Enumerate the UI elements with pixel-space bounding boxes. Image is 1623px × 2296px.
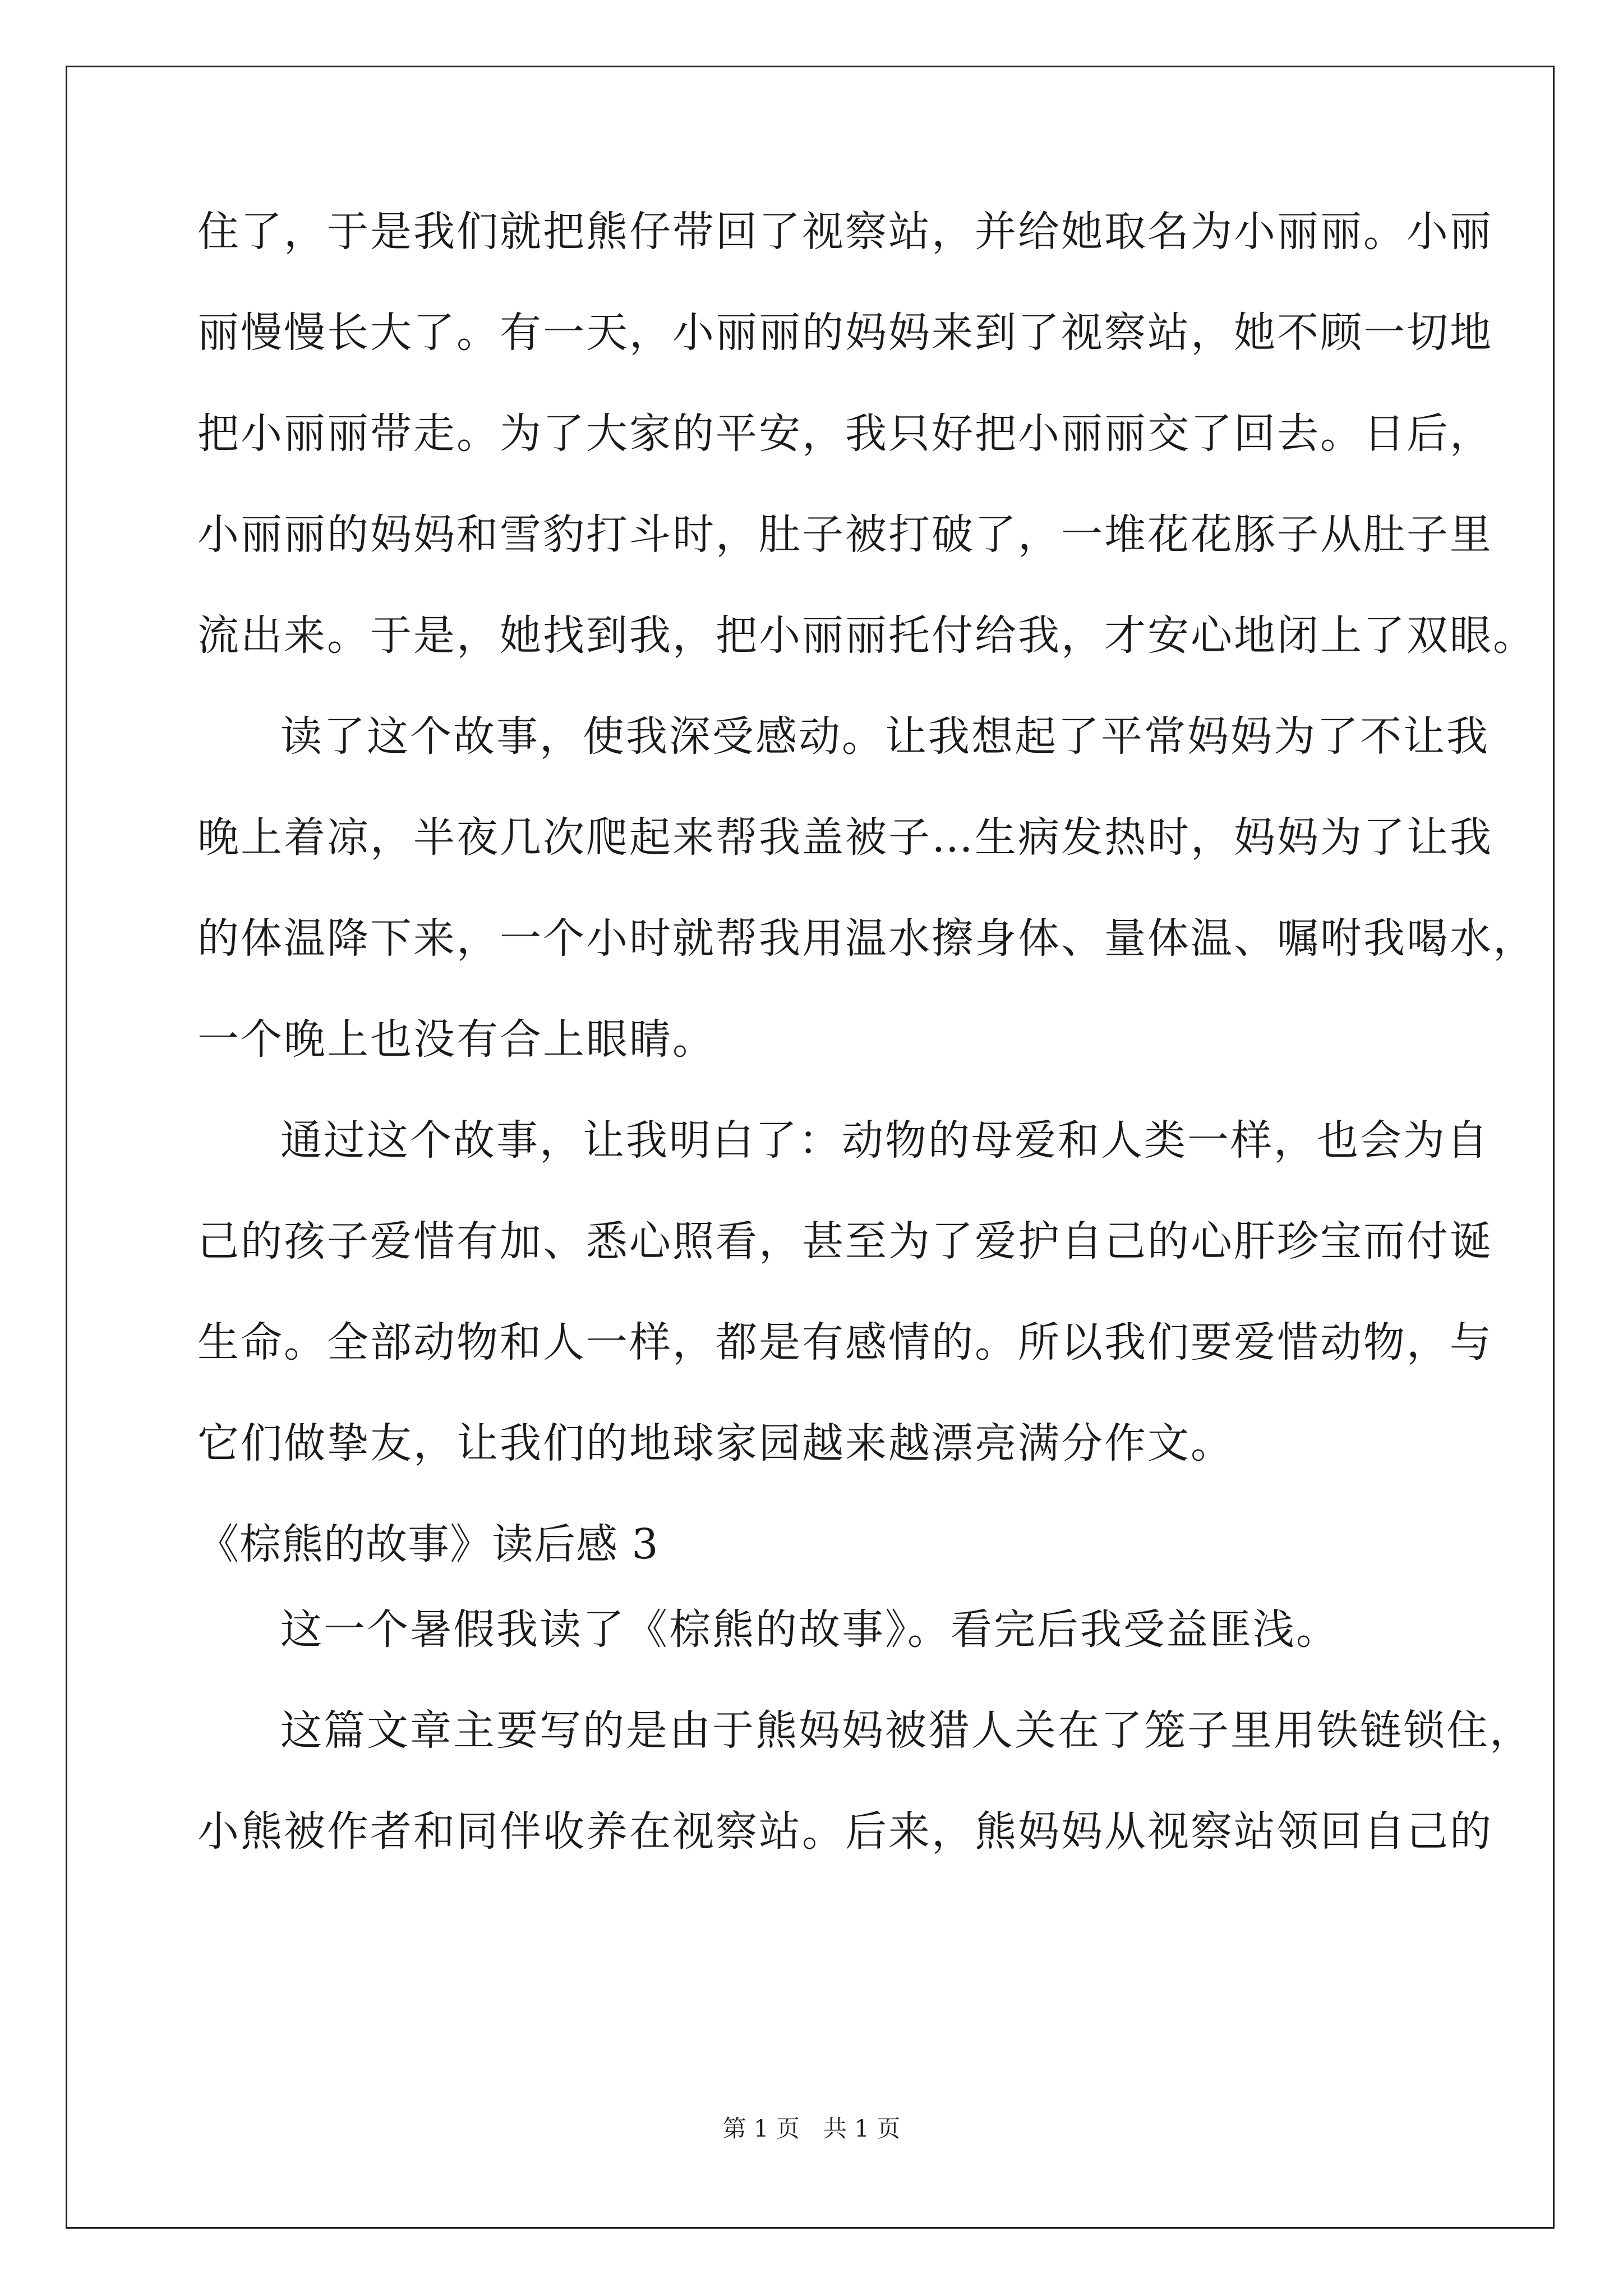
text-line: 的体温降下来，一个小时就帮我用温水擦身体、量体温、嘱咐我喝水， — [197, 914, 1536, 963]
paragraph-first-line: 这一个暑假我读了《棕熊的故事》。看完后我受益匪浅。 — [280, 1605, 1339, 1654]
text-line: 晚上着凉，半夜几次爬起来帮我盖被子…生病发热时，妈妈为了让我 — [197, 813, 1493, 862]
text-line: 一个晚上也没有合上眼睛。 — [197, 1015, 716, 1064]
text-line: 流出来。于是，她找到我，把小丽丽托付给我，才安心地闭上了双眼。 — [197, 611, 1536, 660]
text-line: 丽慢慢长大了。有一天，小丽丽的妈妈来到了视察站，她不顾一切地 — [197, 309, 1493, 357]
paragraph-first-line: 读了这个故事，使我深受感动。让我想起了平常妈妈为了不让我 — [280, 712, 1490, 761]
section-heading: 《棕熊的故事》读后感 3 — [197, 1520, 659, 1568]
page-number-footer: 第 1 页 共 1 页 — [722, 2115, 901, 2142]
text-line: 小熊被作者和同伴收养在视察站。后来，熊妈妈从视察站领回自己的 — [197, 1807, 1493, 1856]
document-body — [197, 198, 1536, 1899]
text-line: 把小丽丽带走。为了大家的平安，我只好把小丽丽交了回去。日后， — [197, 409, 1493, 458]
text-line: 小丽丽的妈妈和雪豹打斗时，肚子被打破了，一堆花花豚子从肚子里 — [197, 510, 1493, 559]
text-line: 生命。全部动物和人一样，都是有感情的。所以我们要爱惜动物，与 — [197, 1318, 1493, 1366]
paragraph-first-line: 通过这个故事，让我明白了：动物的母爱和人类一样，也会为自 — [280, 1116, 1490, 1165]
text-line: 己的孩子爱惜有加、悉心照看，甚至为了爱护自己的心肝珍宝而付诞 — [197, 1217, 1493, 1266]
text-line: 它们做挚友，让我们的地球家园越来越漂亮满分作文。 — [197, 1419, 1234, 1467]
paragraph-first-line: 这篇文章主要写的是由于熊妈妈被猎人关在了笼子里用铁链锁住， — [280, 1706, 1533, 1755]
text-line: 住了，于是我们就把熊仔带回了视察站，并给她取名为小丽丽。小丽 — [197, 208, 1493, 256]
